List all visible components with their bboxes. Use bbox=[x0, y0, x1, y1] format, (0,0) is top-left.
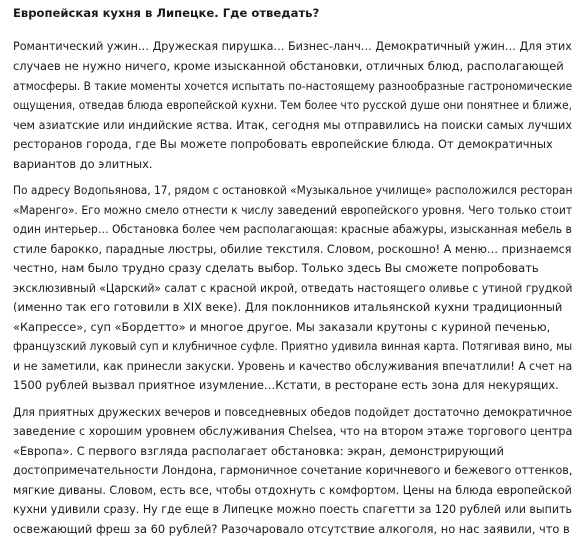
paragraph-line: атмосферы. В такие моменты хочется испытать по-настоящему разнообразные гастрономические bbox=[13, 79, 573, 93]
paragraph-line: эксклюзивный «Царский» салат с красной икрой, отведать настоящего оливье с утиной грудкой bbox=[13, 281, 573, 295]
paragraph-line: ощущения, отведав блюда европейской кухни. Тем более что русской душе они понятнее и ближе, bbox=[13, 98, 572, 112]
paragraph-line: ресторанов города, где Вы можете попробовать европейские блюда. От демократичных bbox=[13, 137, 553, 151]
paragraph-line: Романтический ужин… Дружеская пирушка… Бизнес-ланч… Демократичный ужин… Для этих bbox=[13, 39, 572, 53]
paragraph-line: достопримечательности Лондона, гармоничное сочетание коричневого и бежевого оттенков, bbox=[13, 463, 573, 477]
paragraph-line: вариантов до элитных. bbox=[13, 157, 153, 171]
paragraph-line: Для приятных дружеских вечеров и повседневных обедов подойдет достаточно демократичное bbox=[13, 405, 573, 419]
paragraph-line: стиле барокко, парадные люстры, обилие текстиля. Словом, роскошно! А меню… признаемся bbox=[13, 242, 572, 256]
paragraph-line: освежающий фреш за 60 рублей? Разочаровало отсутствие алкоголя, но нас заявили, что в bbox=[13, 522, 570, 536]
paragraph-line: «Европа». С первого взгляда располагает обстановка: экран, демонстрирующий bbox=[13, 444, 504, 458]
paragraph-line: (именно так его готовили в XIX веке). Для поклонников итальянской кухни традиционный bbox=[13, 300, 563, 314]
paragraph-line: мягкие диваны. Словом, есть все, чтобы отдохнуть с комфортом. Цены на блюда европейской bbox=[13, 483, 572, 497]
paragraph-line: «Капрессе», суп «Бордетто» и многое другое. Мы заказали крутоны с куриной печенью, bbox=[13, 320, 551, 334]
paragraph-line: один интерьер… Обстановка более чем располагающая: красные абажуры, изысканная мебель в bbox=[13, 222, 572, 236]
paragraph-line: чем азиатские или индийские яства. Итак, сегодня мы отправились на поиски самых лучших bbox=[13, 118, 572, 132]
paragraph-line: 1500 рублей вызвал приятное изумление…Кстати, в ресторане есть зона для некурящих. bbox=[13, 378, 559, 392]
paragraph-line: французский луковый суп и клубничное суфле. Приятно удивила винная карта. Потягивая вино, мы bbox=[13, 339, 573, 353]
paragraph-line: случаев не нужно ничего, кроме изысканной обстановки, отличных блюд, располагающей bbox=[13, 59, 564, 73]
paragraph-line: и не заметили, как принесли закуски. Уровень и качество обслуживания впечатлили! А счет на bbox=[13, 359, 573, 373]
paragraph-line: честно, нам было трудно сразу сделать выбор. Только здесь Вы сможете попробовать bbox=[13, 261, 539, 275]
document-title: Европейская кухня в Липецке. Где отведать? bbox=[13, 6, 320, 20]
paragraph-line: По адресу Водопьянова, 17, рядом с остановкой «Музыкальное училище» расположился ресторан bbox=[13, 183, 573, 197]
paragraph-line: «Маренго». Его можно смело отнести к числу заведений европейского уровня. Чего только стоит bbox=[13, 203, 573, 217]
paragraph-line: кухни удивили сразу. Ну где еще в Липецке можно поесть спагетти за 120 рублей или выпить bbox=[13, 502, 573, 516]
paragraph-line: заведение с хорошим уровнем обслуживания Chelsea, что на втором этаже торгового центра bbox=[13, 424, 573, 438]
